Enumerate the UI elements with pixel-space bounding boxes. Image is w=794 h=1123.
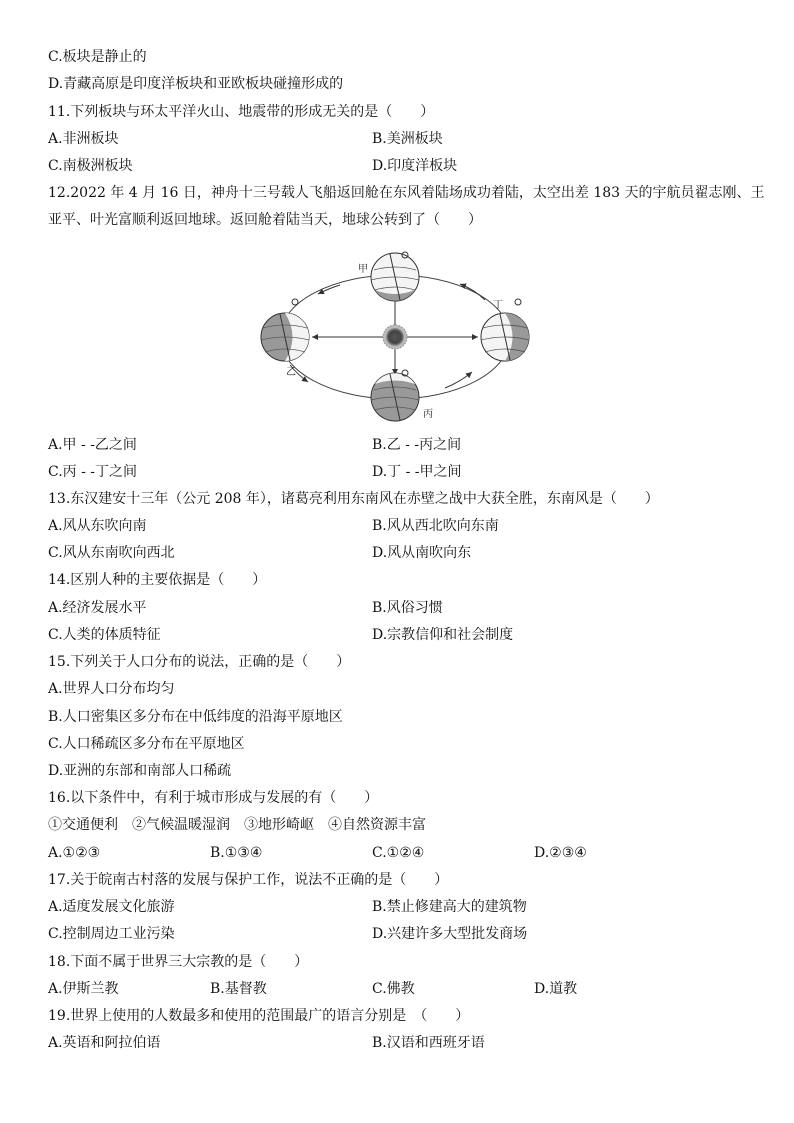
- q12-option-b: B.乙 - -丙之间: [372, 437, 462, 453]
- q12-stem-line2: 亚平、叶光富顺利返回地球。返回舱着陆当天，地球公转到了（ ）: [48, 212, 482, 228]
- q17-option-a: A.适度发展文化旅游: [48, 899, 175, 915]
- q18-option-c: C.佛教: [372, 981, 415, 997]
- q18-option-d: D.道教: [534, 981, 578, 997]
- q19-option-b: B.汉语和西班牙语: [372, 1035, 485, 1051]
- label-yi: 乙: [286, 367, 296, 378]
- q17-option-d: D.兴建许多大型批发商场: [372, 926, 528, 942]
- earth-orbit-diagram: [250, 240, 540, 425]
- sun-icon: [383, 325, 407, 349]
- q15-option-d: D.亚洲的东部和南部人口稀疏: [48, 763, 232, 779]
- q16-option-b: B.①③④: [210, 845, 263, 861]
- q19-stem: 19.世界上使用的人数最多和使用的范围最广的语言分别是 （ ）: [48, 1008, 470, 1024]
- q11-option-d: D.印度洋板块: [372, 158, 458, 174]
- q10-option-d: D.青藏高原是印度洋板块和亚欧板块碰撞形成的: [48, 76, 344, 92]
- q11-option-b: B.美洲板块: [372, 131, 443, 147]
- q10-option-c: C.板块是静止的: [48, 49, 147, 65]
- label-ding: 丁: [493, 300, 503, 311]
- q13-option-a: A.风从东吹向南: [48, 518, 147, 534]
- label-bing: 丙: [423, 409, 433, 420]
- q11-option-c: C.南极洲板块: [48, 158, 133, 174]
- q15-stem: 15.下列关于人口分布的说法，正确的是（ ）: [48, 654, 351, 670]
- q18-stem: 18.下面不属于世界三大宗教的是（ ）: [48, 954, 309, 970]
- q17-option-c: C.控制周边工业污染: [48, 926, 175, 942]
- earth-yi-icon: [261, 299, 309, 361]
- q14-option-a: A.经济发展水平: [48, 600, 147, 616]
- q12-option-d: D.丁 - -甲之间: [372, 464, 462, 480]
- q17-stem: 17.关于皖南古村落的发展与保护工作，说法不正确的是（ ）: [48, 872, 449, 888]
- earth-jia-icon: [371, 252, 419, 301]
- q15-option-b: B.人口密集区多分布在中低纬度的沿海平原地区: [48, 709, 343, 725]
- q15-option-a: A.世界人口分布均匀: [48, 681, 175, 697]
- q19-option-a: A.英语和阿拉伯语: [48, 1035, 161, 1051]
- q13-option-d: D.风从南吹向东: [372, 545, 472, 561]
- q14-option-d: D.宗教信仰和社会制度: [372, 627, 514, 643]
- q12-stem-line1: 12.2022 年 4 月 16 日，神舟十三号载人飞船返回舱在东风着陆场成功着陆，太空出差 183 天的宇航员翟志刚、王: [48, 185, 765, 201]
- q13-option-c: C.风从东南吹向西北: [48, 545, 175, 561]
- q14-option-c: C.人类的体质特征: [48, 627, 161, 643]
- label-jia: 甲: [358, 264, 368, 275]
- q18-option-b: B.基督教: [210, 981, 267, 997]
- q11-stem: 11.下列板块与环太平洋火山、地震带的形成无关的是（ ）: [48, 104, 435, 120]
- earth-bing-icon: [371, 370, 419, 421]
- q11-option-a: A.非洲板块: [48, 131, 119, 147]
- q12-option-a: A.甲 - -乙之间: [48, 437, 137, 453]
- earth-ding-icon: [481, 299, 529, 361]
- q18-option-a: A.伊斯兰教: [48, 981, 119, 997]
- q13-stem: 13.东汉建安十三年（公元 208 年），诸葛亮利用东南风在赤壁之战中大获全胜，东南风是（ ）: [48, 491, 659, 507]
- q15-option-c: C.人口稀疏区多分布在平原地区: [48, 736, 245, 752]
- q16-option-c: C.①②④: [372, 845, 425, 861]
- q12-option-c: C.丙 - -丁之间: [48, 464, 138, 480]
- q13-option-b: B.风从西北吹向东南: [372, 518, 499, 534]
- q16-stem: 16.以下条件中，有利于城市形成与发展的有（ ）: [48, 790, 379, 806]
- q16-option-a: A.①②③: [48, 845, 101, 861]
- q14-stem: 14.区别人种的主要依据是（ ）: [48, 572, 267, 588]
- q16-conditions: ①交通便利 ②气候温暖湿润 ③地形崎岖 ④自然资源丰富: [48, 817, 426, 833]
- q17-option-b: B.禁止修建高大的建筑物: [372, 899, 527, 915]
- q14-option-b: B.风俗习惯: [372, 600, 443, 616]
- q16-option-d: D.②③④: [534, 845, 587, 861]
